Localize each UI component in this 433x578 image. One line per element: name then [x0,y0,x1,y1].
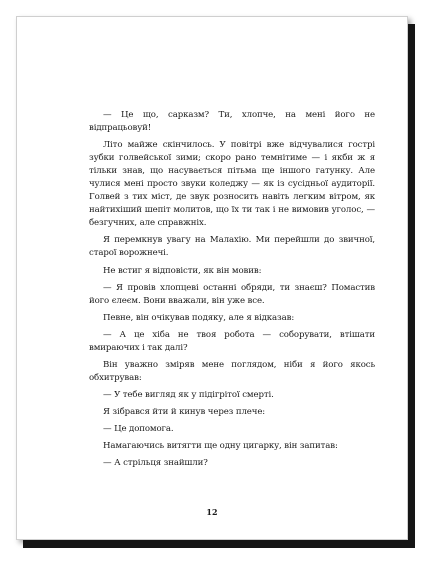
paragraph: — Це допомога. [103,423,174,434]
paragraph: Він уважно зміряв мене поглядом, ніби я його якось обхитрував: [89,359,375,383]
paragraph: Я перемкнув увагу на Малахію. Ми перейшли до звичної, старої ворожнечі. [89,235,375,259]
paragraph: Не встиг я відповісти, як він мовив: [103,265,262,276]
paragraph: — Я провів хлопцеві останні обряди, ти знаєш? Помастив його єлеєм. Вони вважали, він уже все. [89,282,375,306]
paragraph: — У тебе вигляд як у підігрітої смерті. [103,389,274,400]
page-number: 12 [206,507,218,517]
page-body-text [89,109,375,474]
paragraph: Літо майже скінчилось. У повітрі вже відчувалися гострі зубки голвейської зими; скоро рано темнітиме — і якби ж я тільки знав, що насувається пітьма ще іншого гатунку. Але чулися мені просто звуки коледжу — як із сусідньої аудиторії. Голвей з тих міст, де звук розносить навіть легким вітром, як найтихіший шепіт молитов, що їх ти так і не вимовив уголос, — безгучних, але справжніх. [89,140,375,229]
paragraph: Намагаючись витягти ще одну цигарку, він запитав: [103,441,338,452]
paragraph: Я зібрався йти й кинув через плече: [103,406,266,417]
paragraph: — Це що, сарказм? Ти, хлопче, на мені його не відпрацьовуй! [89,110,375,134]
book-page [16,16,408,540]
paragraph: — А стрільця знайшли? [103,458,208,469]
paragraph: — А це хіба не твоя робота — соборувати, втішати вмираючих і так далі? [89,329,375,353]
paragraph: Певне, він очікував подяку, але я відказав: [103,312,295,323]
